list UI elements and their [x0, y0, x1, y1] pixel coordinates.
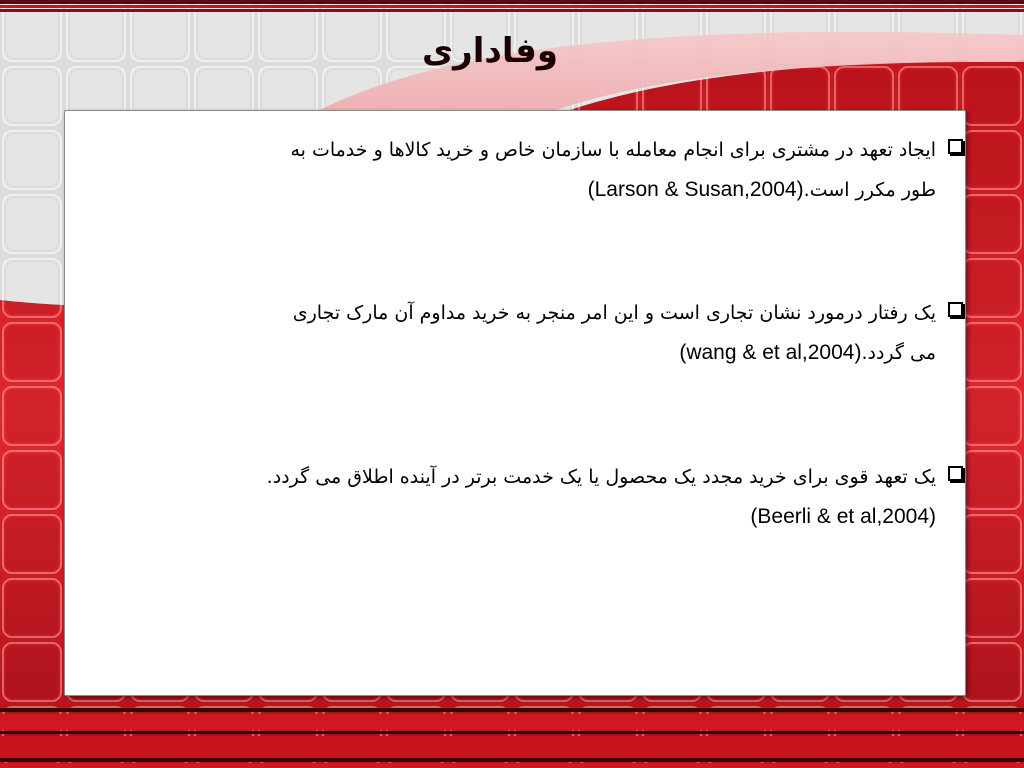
citation: (wang & et al,2004) — [679, 341, 862, 364]
bullet-item — [56, 458, 936, 537]
bullet-line: ایجاد تعهد در مشتری برای انجام معامله با سازمان خاص و خرید کالاها و خدمات به — [290, 139, 936, 161]
bullet-text — [86, 294, 936, 373]
bullet-item — [86, 294, 936, 373]
slide-title: وفاداری — [422, 31, 558, 71]
citation: (Beerli & et al,2004) — [750, 505, 936, 528]
bullet-line: یک تعهد قوی برای خرید مجدد یک محصول یا یک خدمت برتر در آینده اطلاق می گردد. — [266, 466, 936, 488]
bullet-text — [86, 131, 936, 210]
checkbox-bullet-icon — [948, 302, 963, 317]
bullet-line: می گردد. — [861, 342, 936, 364]
bullet-line: یک رفتار درمورد نشان تجاری است و این امر منجر به خرید مداوم آن مارک تجاری — [292, 302, 936, 324]
checkbox-bullet-icon — [948, 466, 963, 481]
citation: (Larson & Susan,2004) — [587, 178, 804, 201]
bullet-line: طور مکرر است. — [803, 179, 936, 201]
bullet-text — [56, 458, 936, 537]
checkbox-bullet-icon — [948, 139, 963, 154]
bullet-item — [86, 131, 936, 210]
